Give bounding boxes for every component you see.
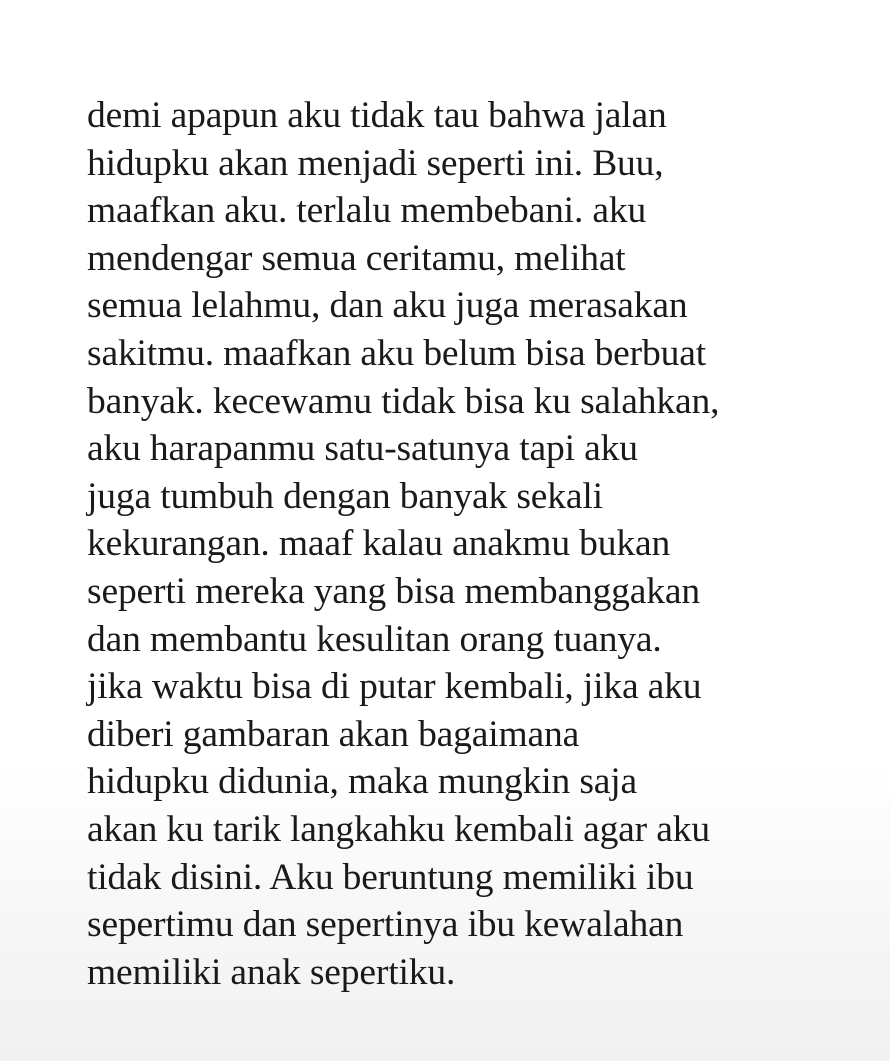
story-line: semua lelahmu, dan aku juga merasakan (87, 285, 688, 327)
story-line: aku harapanmu satu-satunya tapi aku (87, 428, 638, 470)
story-line: memiliki anak sepertiku. (87, 951, 456, 993)
story-line: kekurangan. maaf kalau anakmu bukan (87, 523, 671, 565)
story-line: hidupku didunia, maka mungkin saja (87, 761, 638, 803)
story-line: maafkan aku. terlalu membebani. aku (87, 190, 647, 232)
story-line: banyak. kecewamu tidak bisa ku salahkan, (87, 380, 720, 422)
story-text (87, 92, 877, 996)
story-line: demi apapun aku tidak tau bahwa jalan (87, 95, 667, 136)
story-line: seperti mereka yang bisa membanggakan (87, 570, 700, 612)
story-line: mendengar semua ceritamu, melihat (87, 237, 626, 279)
story-line: sakitmu. maafkan aku belum bisa berbuat (87, 332, 706, 374)
story-line: dan membantu kesulitan orang tuanya. (87, 618, 662, 660)
story-line: jika waktu bisa di putar kembali, jika aku (87, 666, 702, 708)
story-line: sepertimu dan sepertinya ibu kewalahan (87, 904, 684, 946)
story-line: juga tumbuh dengan banyak sekali (87, 475, 603, 517)
story-line: tidak disini. Aku beruntung memiliki ibu (87, 856, 694, 898)
story-line: hidupku akan menjadi seperti ini. Buu, (87, 142, 664, 184)
story-line: akan ku tarik langkahku kembali agar aku (87, 808, 710, 850)
story-line: diberi gambaran akan bagaimana (87, 713, 580, 755)
